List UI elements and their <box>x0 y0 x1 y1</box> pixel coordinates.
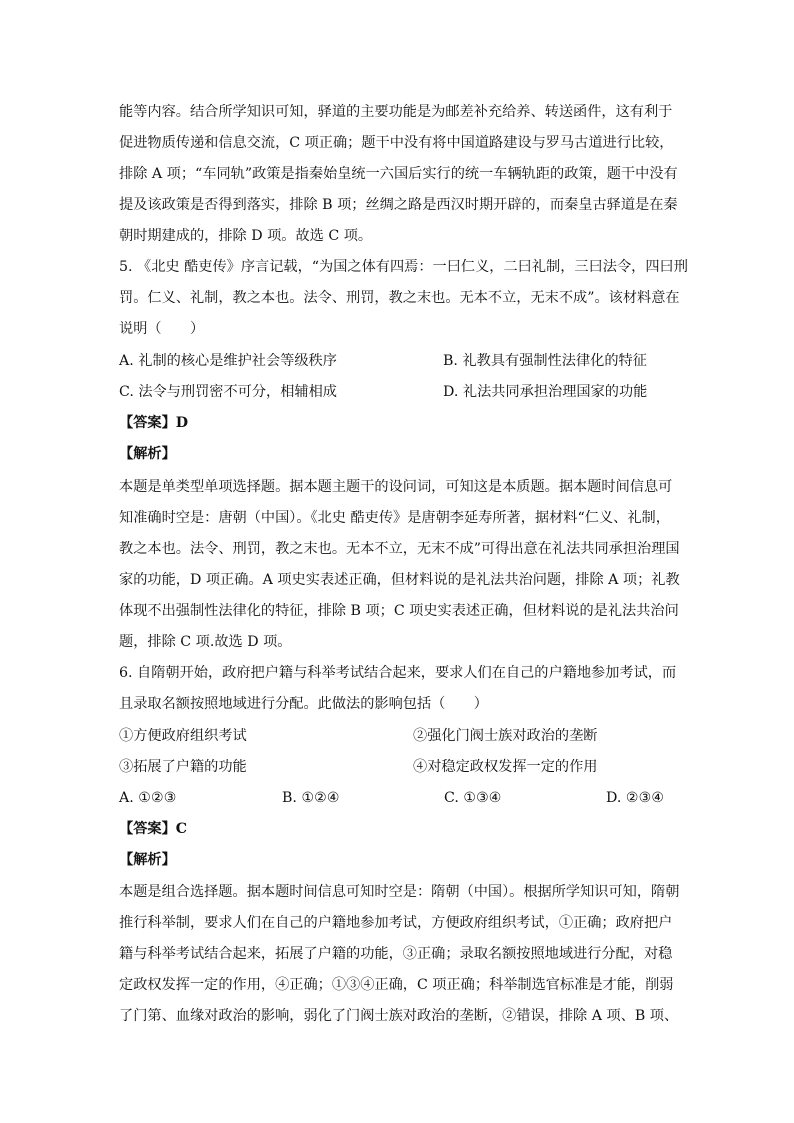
q5-analysis-line: 知准确时空是：唐朝（中国）。《北史 酷吏传》是唐朝李延寿所著，据材料“仁义、礼制， <box>119 510 670 526</box>
q6-option-b: B. ①②④ <box>282 790 340 806</box>
q5-analysis-line: 家的功能，D 项正确。A 项史实表述正确，但材料说的是礼法共治问题，排除 A 项；礼教 <box>119 572 680 588</box>
prev-answer-line: 排除 A 项；“车同轨”政策是指秦始皇统一六国后实行的统一车辆轨距的政策，题干中没有 <box>119 166 678 182</box>
q6-analysis-heading: 【解析】 <box>119 852 176 868</box>
q6-option-c: C. ①③④ <box>444 790 502 806</box>
q5-stem-line: 5. 《北史 酷吏传》序言记载，“为国之体有四焉：一曰仁义，二曰礼制，三曰法令，四曰刑 <box>119 259 688 275</box>
q6-answer: 【答案】C <box>119 821 188 837</box>
q5-analysis-line: 题，排除 C 项.故选 D 项。 <box>119 634 292 650</box>
q6-analysis-line: 了门第、血缘对政治的影响，弱化了门阀士族对政治的垄断，②错误，排除 A 项、B 项、 <box>119 1008 679 1024</box>
q5-analysis-line: 本题是单类型单项选择题。据本题主题干的设问词，可知这是本质题。据本题时间信息可 <box>119 479 673 495</box>
q5-stem-line: 罚。仁义、礼制，教之本也。法令、刑罚，教之末也。无本不立，无末不成”。该材料意在 <box>119 290 680 306</box>
q5-option-d: D. 礼法共同承担治理国家的功能 <box>443 384 648 400</box>
q6-analysis-line: 籍与科举考试结合起来，拓展了户籍的功能，③正确；录取名额按照地域进行分配，对稳 <box>119 946 673 962</box>
q6-analysis-line: 定政权发挥一定的作用，④正确；①③④正确，C 项正确；科举制选官标准是才能，削弱 <box>119 977 674 993</box>
q5-option-a: A. 礼制的核心是维护社会等级秩序 <box>119 353 337 369</box>
q5-answer: 【答案】D <box>119 415 189 431</box>
prev-answer-line: 能等内容。结合所学知识可知，驿道的主要功能是为邮差补充给养、转送函件，这有利于 <box>119 104 673 120</box>
q6-option-a: A. ①②③ <box>119 790 177 806</box>
q5-analysis-heading: 【解析】 <box>119 446 176 462</box>
q5-stem-line: 说明（ ） <box>119 321 205 337</box>
q5-option-c: C. 法令与刑罚密不可分，相辅相成 <box>119 384 337 400</box>
prev-answer-line: 提及该政策是否得到落实，排除 B 项；丝绸之路是西汉时期开辟的，而秦皇古驿道是在秦 <box>119 197 678 213</box>
prev-answer-line: 朝时期建成的，排除 D 项。故选 C 项。 <box>119 228 373 244</box>
q6-item-4: ④对稳定政权发挥一定的作用 <box>413 759 598 775</box>
q6-option-d: D. ②③④ <box>606 790 665 806</box>
q6-item-1: ①方便政府组织考试 <box>119 728 247 744</box>
q6-item-3: ③拓展了户籍的功能 <box>119 759 247 775</box>
q6-analysis-line: 推行科举制，要求人们在自己的户籍地参加考试，方便政府组织考试，①正确；政府把户 <box>119 915 673 931</box>
q6-item-2: ②强化门阀士族对政治的垄断 <box>413 728 598 744</box>
q5-option-b: B. 礼教具有强制性法律化的特征 <box>443 353 647 369</box>
q5-analysis-line: 教之本也。法令、刑罚，教之末也。无本不立，无末不成”可得出意在礼法共同承担治理国 <box>119 541 680 557</box>
q6-analysis-line: 本题是组合选择题。据本题时间信息可知时空是：隋朝（中国）。根据所学知识可知，隋朝 <box>119 884 680 900</box>
q6-stem-line: 6. 自隋朝开始，政府把户籍与科举考试结合起来，要求人们在自己的户籍地参加考试，而 <box>119 665 677 681</box>
q6-stem-line: 且录取名额按照地域进行分配。此做法的影响包括（ ） <box>119 696 488 712</box>
q5-analysis-line: 体现不出强制性法律化的特征，排除 B 项；C 项史实表述正确，但材料说的是礼法共治问 <box>119 603 679 619</box>
prev-answer-line: 促进物质传递和信息交流，C 项正确；题干中没有将中国道路建设与罗马古道进行比较， <box>119 135 674 151</box>
